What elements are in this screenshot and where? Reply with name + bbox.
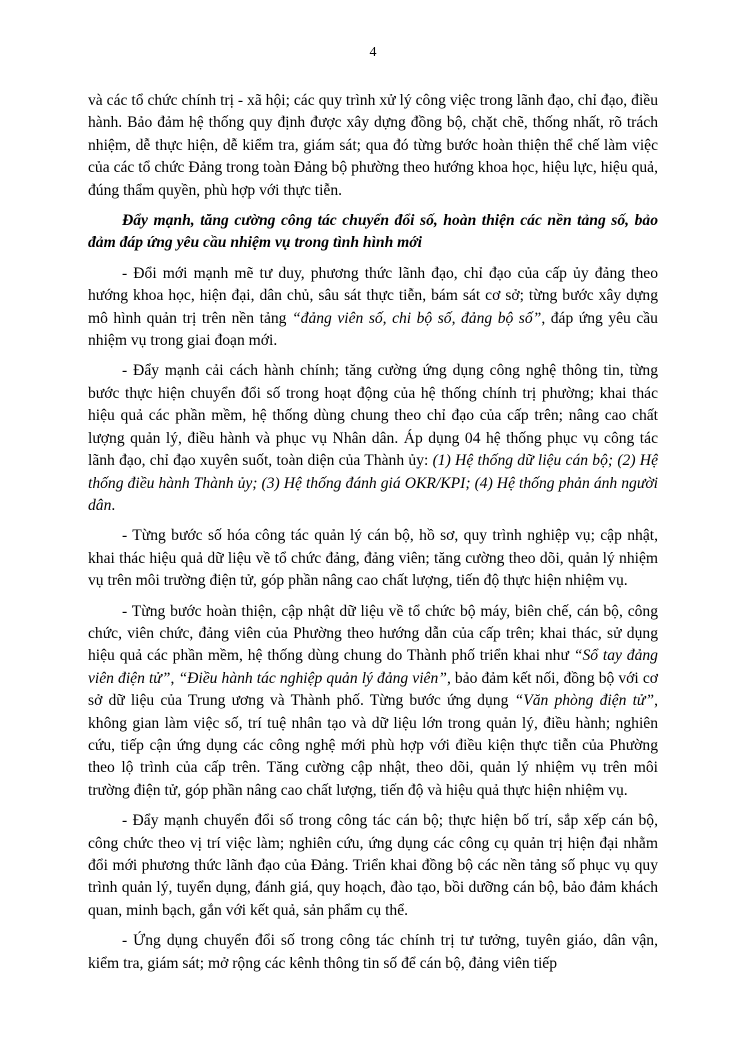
paragraph-item (88, 601, 658, 803)
paragraph-item: - Từng bước số hóa công tác quản lý cán bộ, hồ sơ, quy trình nghiệp vụ; cập nhật, khai thác hiệu quả dữ liệu về tổ chức đảng, đảng viên; tăng cường theo dõi, quản lý nhiệm vụ trên môi trường điện tử, góp phần nâng cao chất lượng, tiến độ thực hiện nhiệm vụ. (88, 527, 658, 590)
section-heading: Đẩy mạnh, tăng cường công tác chuyển đổi số, hoàn thiện các nền tảng số, bảo đảm đáp ứng yêu cầu nhiệm vụ trong tình hình mới (88, 212, 658, 252)
paragraph-text: , (170, 669, 179, 687)
paragraph-emphasis: “Điều hành tác nghiệp quản lý đảng viên” (178, 669, 447, 687)
paragraph-emphasis: “Sổ tay đảng viên điện tử” (88, 647, 658, 687)
paragraph-item: - Đẩy mạnh chuyển đổi số trong công tác cán bộ; thực hiện bố trí, sắp xếp cán bộ, công chức theo vị trí việc làm; nghiên cứu, ứng dụng các công cụ quản trị hiện đại nhằm đổi mới phương thức lãnh đạo của Đảng. Triển khai đồng bộ các nền tảng số phục vụ quy trình quản lý, tuyển dụng, đánh giá, quy hoạch, đào tạo, bồi dưỡng cán bộ, bảo đảm khách quan, minh bạch, gắn với kết quả, sản phẩm cụ thể. (88, 812, 658, 919)
paragraph-emphasis: “Văn phòng điện tử” (514, 692, 655, 710)
paragraph-text: - Đẩy mạnh cải cách hành chính; tăng cường ứng dụng công nghệ thông tin, từng bước thực hiện chuyển đổi số trong hoạt động của hệ thống chính trị phường; khai thác hiệu quả các phần mềm, hệ thống dùng chung theo chỉ đạo của cấp trên; nâng cao chất lượng quản lý, điều hành và phục vụ Nhân dân. Áp dụng 04 hệ thống phục vụ công tác lãnh đạo, chỉ đạo xuyên suốt, toàn diện của Thành ủy: (88, 362, 658, 470)
paragraph-text: . (111, 496, 116, 514)
paragraph-item (88, 360, 658, 517)
page-number: 4 (369, 45, 377, 60)
paragraph-text: - Đổi mới mạnh mẽ tư duy, phương thức lãnh đạo, chỉ đạo của cấp ủy đảng theo hướng khoa học, hiện đại, dân chủ, sâu sát thực tiễn, bám sát cơ sở; từng bước xây dựng mô hình quản trị trên nền tảng (88, 264, 658, 327)
paragraph-item: - Ứng dụng chuyển đổi số trong công tác chính trị tư tưởng, tuyên giáo, dân vận, kiểm tra, giám sát; mở rộng các kênh thông tin số để cán bộ, đảng viên tiếp (88, 932, 658, 972)
paragraph-continuation: và các tổ chức chính trị - xã hội; các quy trình xử lý công việc trong lãnh đạo, chỉ đạo, điều hành. Bảo đảm hệ thống quy định được xây dựng đồng bộ, chặt chẽ, thống nhất, rõ trách nhiệm, dễ thực hiện, dễ kiểm tra, giám sát; qua đó từng bước hoàn thiện thể chế làm việc của các tổ chức Đảng trong toàn Đảng bộ phường theo hướng khoa học, hiệu lực, hiệu quả, đúng thẩm quyền, phù hợp với thực tiễn. (88, 92, 658, 199)
paragraph-text: - Từng bước hoàn thiện, cập nhật dữ liệu về tổ chức bộ máy, biên chế, cán bộ, công chức, viên chức, đảng viên của Phường theo hướng dẫn của cấp trên; khai thác, sử dụng hiệu quả các phần mềm, hệ thống dùng chung do Thành phố triển khai như (88, 602, 658, 665)
paragraph-item (88, 263, 658, 353)
paragraph-emphasis: (1) Hệ thống dữ liệu cán bộ; (2) Hệ thống điều hành Thành ủy; (3) Hệ thống đánh giá OKR/KPI; (4) Hệ thống phản ánh người dân (88, 452, 658, 514)
paragraph-text: , không gian làm việc số, trí tuệ nhân tạo và dữ liệu lớn trong quản lý, điều hành; nghiên cứu, tiếp cận ứng dụng các công nghệ mới phù hợp với điều kiện thực tiễn của Phường theo lộ trình của cấp trên. Tăng cường cập nhật, theo dõi, quản lý nhiệm vụ trên môi trường điện tử, góp phần nâng cao chất lượng, tiến độ và hiệu quả thực hiện nhiệm vụ. (88, 692, 658, 799)
paragraph-text: , bảo đảm kết nối, đồng bộ với cơ sở dữ liệu của Trung ương và Thành phố. Từng bước ứng dụng (88, 669, 658, 710)
paragraph-emphasis: “đảng viên số, chi bộ số, đảng bộ số” (291, 309, 542, 327)
paragraph-text: , đáp ứng yêu cầu nhiệm vụ trong giai đoạn mới. (88, 309, 658, 350)
